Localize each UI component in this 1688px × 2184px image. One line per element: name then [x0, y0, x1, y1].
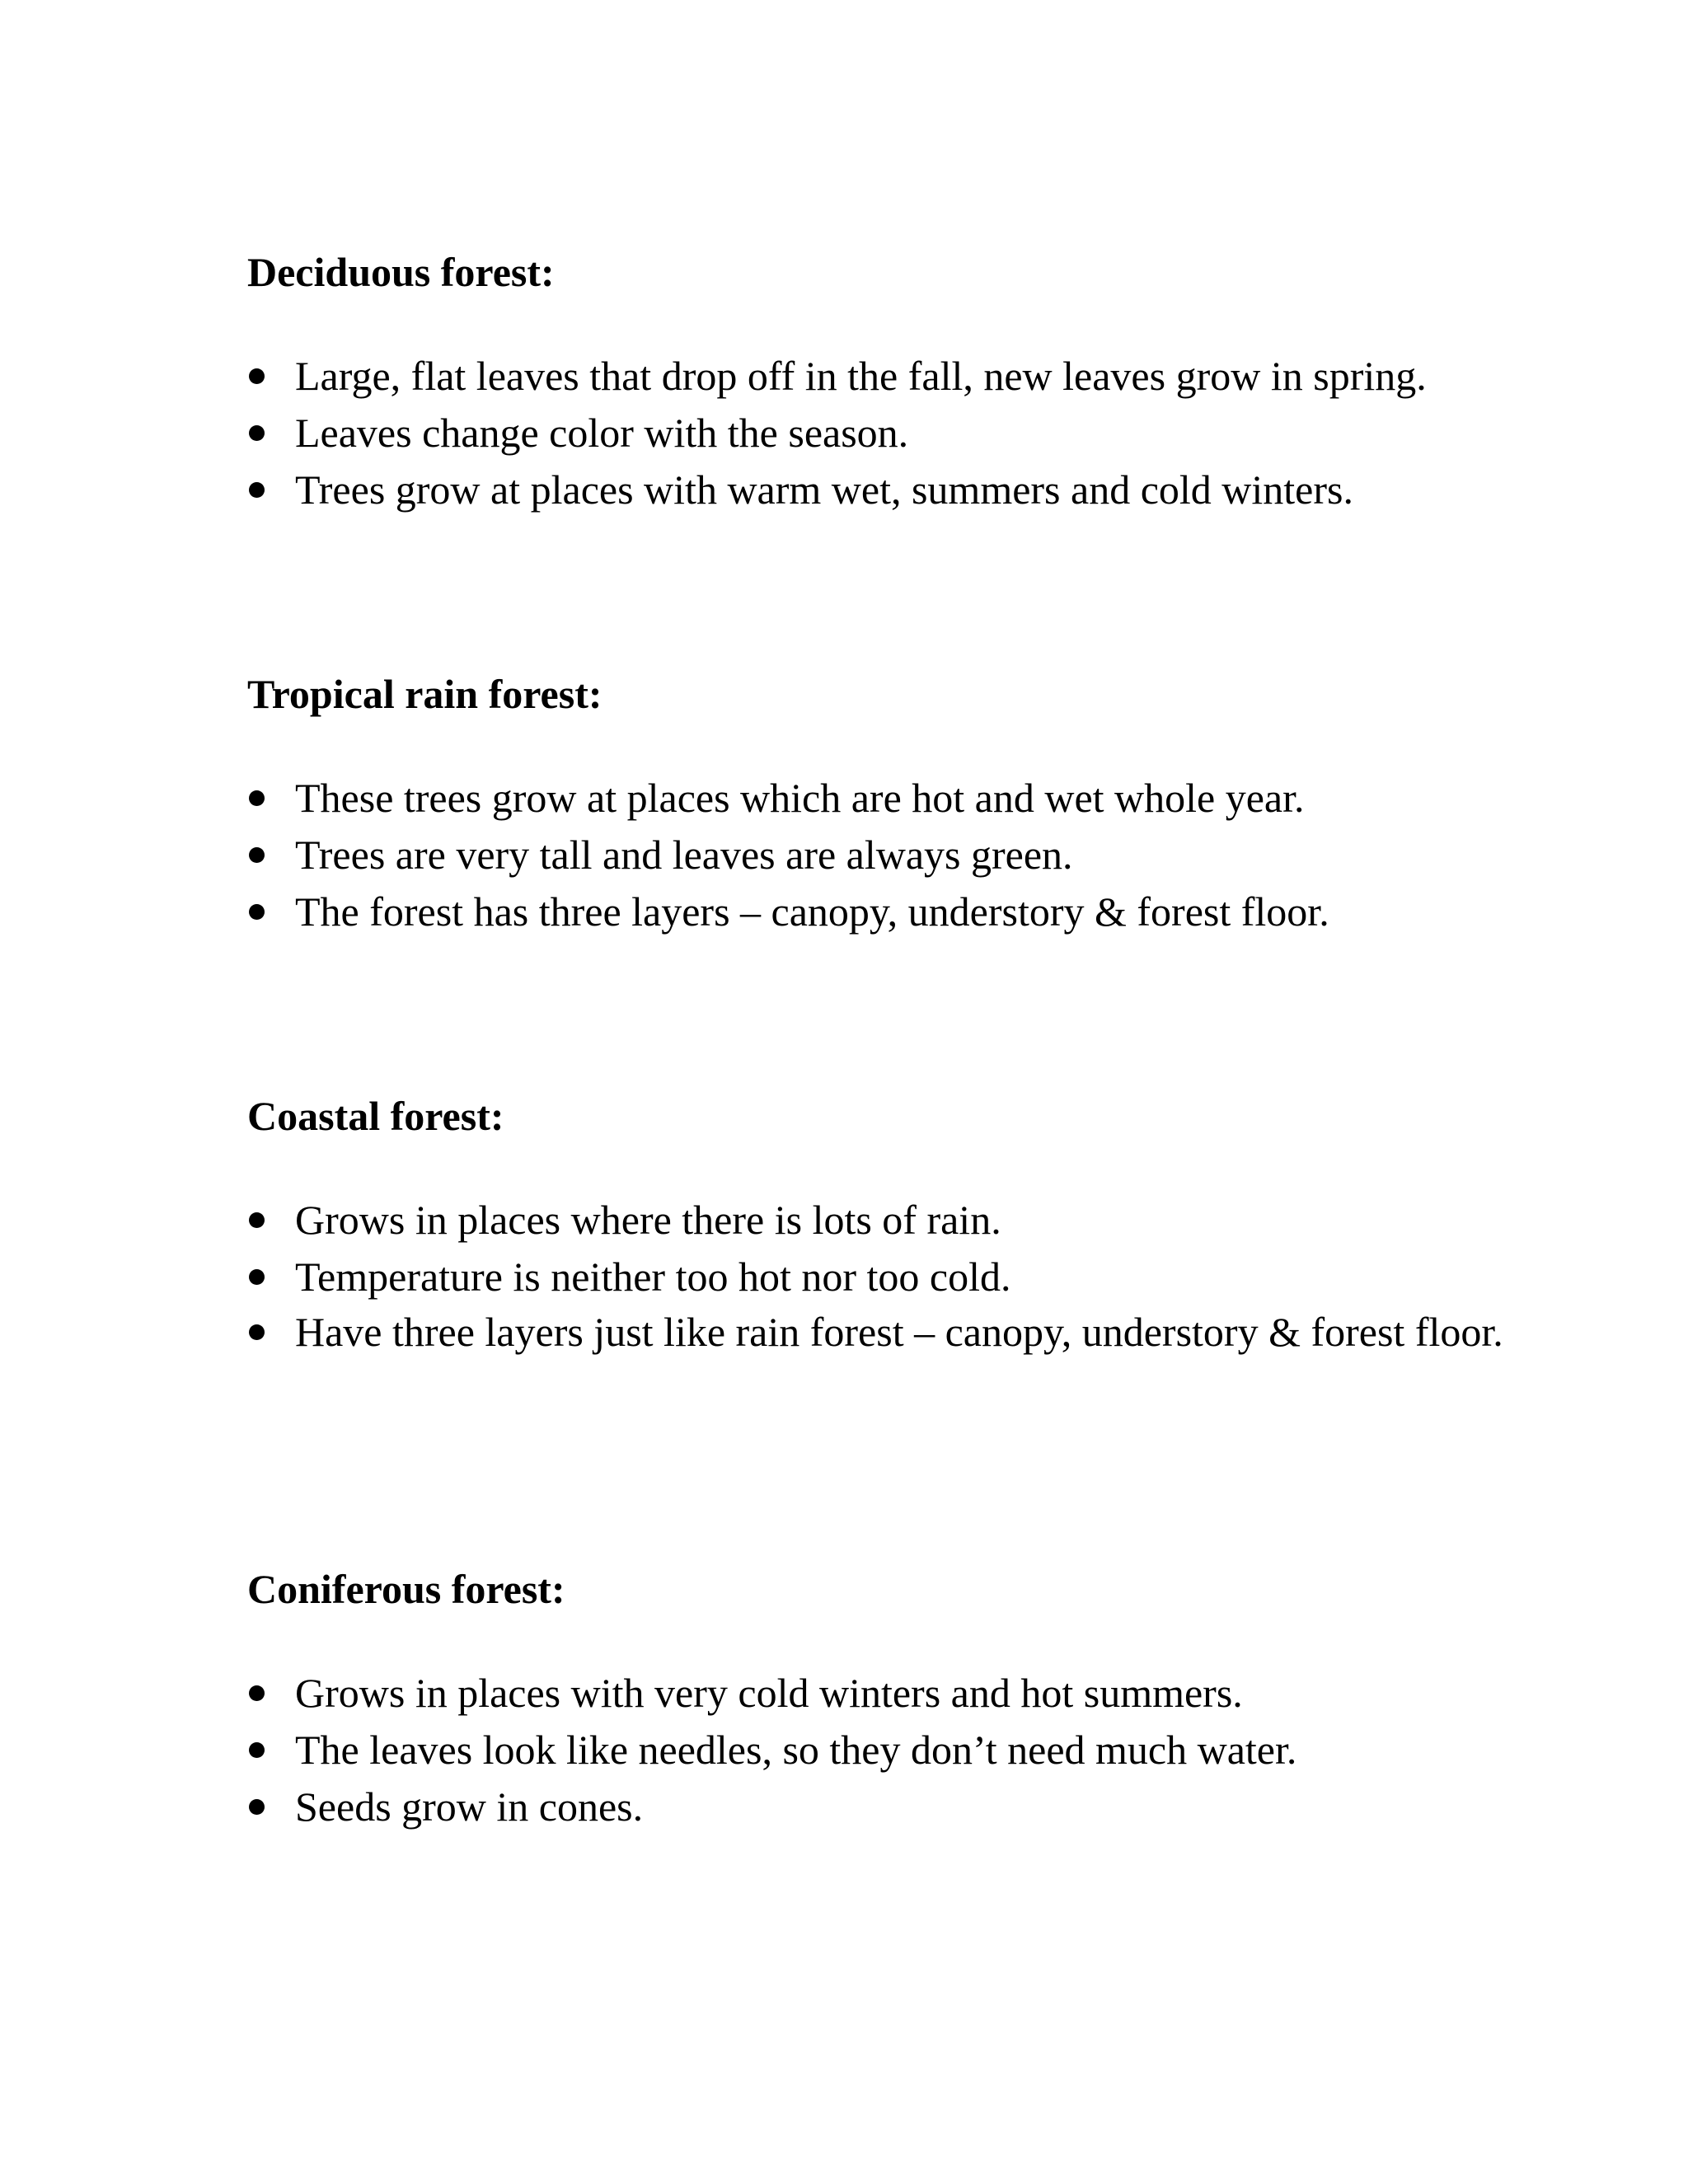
- list-item: [247, 883, 1533, 940]
- section-tropical-rain-forest: [247, 669, 1533, 940]
- list-item: [247, 1192, 1533, 1249]
- bullet-icon: [249, 1685, 265, 1701]
- list-item-text: The forest has three layers – canopy, understory & forest floor.: [295, 888, 1329, 935]
- bullet-icon: [249, 847, 265, 863]
- bullet-icon: [249, 1742, 265, 1758]
- section-heading: Deciduous forest:: [247, 249, 555, 295]
- list-item: [247, 827, 1533, 883]
- list-item: [247, 1249, 1533, 1305]
- list-item-text: Trees are very tall and leaves are always green.: [295, 832, 1073, 878]
- list-item-text: Seeds grow in cones.: [295, 1783, 644, 1830]
- bullet-icon: [249, 425, 265, 441]
- bullet-icon: [249, 790, 265, 806]
- list-item-text: These trees grow at places which are hot and wet whole year.: [295, 775, 1305, 821]
- list-item-text: Large, flat leaves that drop off in the fall, new leaves grow in spring.: [295, 353, 1427, 399]
- list-item-text: Trees grow at places with warm wet, summers and cold winters.: [295, 466, 1353, 513]
- section-heading: Coastal forest:: [247, 1093, 504, 1139]
- bullet-icon: [249, 1212, 265, 1228]
- section-heading: Tropical rain forest:: [247, 671, 603, 717]
- bullet-list: [247, 1192, 1533, 1358]
- list-item-text: Grows in places where there is lots of rain.: [295, 1197, 1001, 1243]
- bullet-icon: [249, 482, 265, 498]
- section-coastal-forest: [247, 1091, 1533, 1358]
- list-item: [247, 348, 1533, 405]
- bullet-icon: [249, 1269, 265, 1285]
- bullet-icon: [249, 368, 265, 384]
- list-item: [247, 462, 1533, 518]
- list-item-text: Leaves change color with the season.: [295, 410, 909, 456]
- bullet-list: [247, 1665, 1533, 1835]
- section-heading: Coniferous forest:: [247, 1566, 565, 1612]
- list-item: [247, 405, 1533, 462]
- bullet-icon: [249, 904, 265, 920]
- list-item-text: Have three layers just like rain forest – canopy, understory & forest floor.: [295, 1309, 1503, 1355]
- bullet-list: [247, 348, 1533, 518]
- list-item: [247, 770, 1533, 827]
- list-item: [247, 1665, 1533, 1722]
- section-coniferous-forest: [247, 1564, 1533, 1835]
- section-deciduous-forest: [247, 247, 1533, 518]
- bullet-icon: [249, 1799, 265, 1815]
- list-item: [247, 1779, 1533, 1835]
- bullet-list: [247, 770, 1533, 940]
- list-item: [247, 1722, 1533, 1779]
- bullet-icon: [249, 1324, 265, 1340]
- list-item-text: Grows in places with very cold winters and hot summers.: [295, 1670, 1243, 1716]
- list-item: [247, 1305, 1533, 1358]
- list-item-text: Temperature is neither too hot nor too cold.: [295, 1254, 1011, 1300]
- list-item-text: The leaves look like needles, so they don’t need much water.: [295, 1727, 1297, 1773]
